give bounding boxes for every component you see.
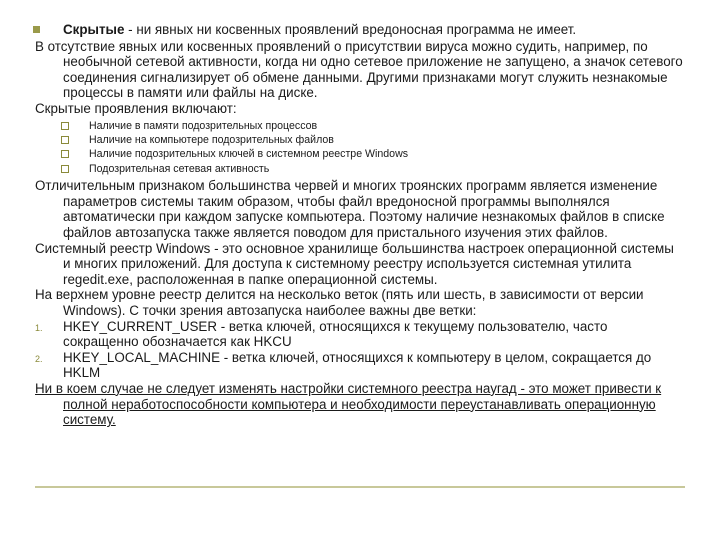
checkbox-bullet-icon: [61, 150, 69, 158]
paragraph-2: Скрытые проявления включают:: [35, 100, 237, 116]
warning-paragraph: Ни в коем случае не следует изменять настройки системного реестра наугад - это может привести к полной неработоспособности компьютера и необходимости переустанавливать операционную систему.: [35, 380, 662, 428]
paragraph-1: В отсутствие явных или косвенных проявлений о присутствии вируса можно судить, например, по необычной сетевой активности, когда ни одно сетевое приложение не запущено, а значок сетевого соединения сигнализирует об обмене данными. Другими признаками могут служить незнакомые процессы в памяти или файлы на диске.: [35, 38, 683, 101]
paragraph-3: Отличительным признаком большинства червей и многих троянских программ является изменение параметров системы таким образом, чтобы файл вредоносной программы выполнялся автоматически при каждом запуске компьютера. Поэтому наличие незнакомых файлов в списке файлов автозапуска также является поводом для пристального изучения этих файлов.: [35, 178, 665, 240]
numbered-item-2: 2. HKEY_LOCAL_MACHINE - ветка ключей, относящихся к компьютеру в целом, сокращается до HKLM: [35, 349, 652, 381]
checkbox-bullet-icon: [61, 136, 69, 144]
list-item: Наличие в памяти подозрительных процессов: [35, 119, 685, 133]
footer-divider: [35, 486, 685, 488]
paragraph-4: Системный реестр Windows - это основное хранилище большинства настроек операционной системы и многих приложений. Для доступа к системному реестру используется системная утилита regedit.exe, расположенная в папке операционной системы.: [35, 240, 674, 287]
checkbox-bullet-icon: [61, 122, 69, 130]
lead-title: Скрытые: [63, 22, 125, 37]
lead-paragraph: [35, 22, 685, 38]
slide-content: [35, 22, 685, 428]
item-number: 1.: [35, 322, 43, 333]
square-bullet-icon: [33, 26, 40, 33]
lead-text: - ни явных ни косвенных проявлений вредоносная программа не имеет.: [124, 22, 577, 37]
paragraph-5: На верхнем уровне реестр делится на несколько веток (пять или шесть, в зависимости от версии Windows). С точки зрения автозапуска наиболее важны две ветки:: [35, 287, 644, 318]
item-number: 2.: [35, 353, 43, 364]
list-item: Наличие на компьютере подозрительных файлов: [35, 133, 685, 147]
numbered-item-1: 1. HKEY_CURRENT_USER - ветка ключей, относящихся к текущему пользователю, часто сокращенно обозначается как HKCU: [35, 318, 608, 350]
list-item: Подозрительная сетевая активность: [35, 162, 685, 176]
symptom-list: [35, 119, 685, 177]
list-item: Наличие подозрительных ключей в системном реестре Windows: [35, 147, 685, 161]
checkbox-bullet-icon: [61, 165, 69, 173]
